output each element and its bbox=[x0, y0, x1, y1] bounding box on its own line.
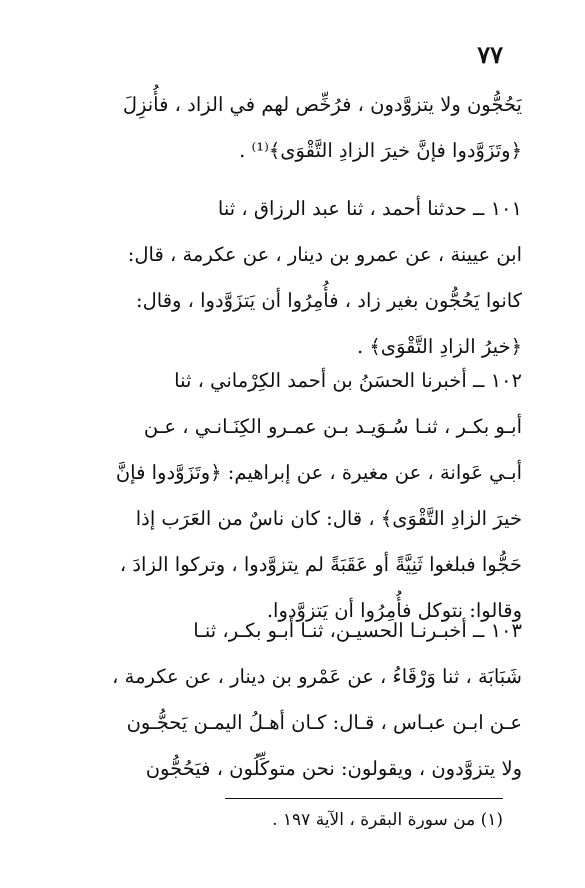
text-line: ابن عيينة ، عن عمرو بن دينار ، عن عكرمة ، قال: bbox=[127, 243, 522, 266]
paragraph-hadith-102 bbox=[82, 358, 522, 634]
text-line: ﴿خيرُ الزادِ التَّقْوَى﴾ . bbox=[356, 335, 522, 358]
text-line: عـن ابـن عبـاس ، قـال: كـان أهـلُ اليمـن يَحجُّـون bbox=[126, 711, 522, 734]
text-line: ﴿وتَزَوَّدوا فإنَّ خيرَ الزادِ التَّقْوَى﴾⁽¹⁾ . bbox=[239, 139, 522, 162]
paragraph-hadith-103 bbox=[82, 608, 522, 792]
paragraph-continuation bbox=[82, 82, 522, 174]
text-line: ولا يتزوَّدون ، ويقولون: نحن متوكِّلُون ، فيَحُجُّون bbox=[145, 757, 522, 780]
text-line: كانوا يَحُجُّون بغير زاد ، فأُمِرُوا أن يَتزَوَّدوا ، وقال: bbox=[136, 289, 522, 312]
text-line: أبـو بكـر ، ثنـا سُـوَيـد بـن عمـرو الكِنَـانـي ، عـن bbox=[143, 415, 522, 438]
text-line: خيرَ الزادِ التَّقْوَى﴾ ، قال: كان ناسٌ من العَرَب إذا bbox=[135, 507, 522, 530]
text-line: ١٠٢ ــ أخبرنا الحسَنُ بن أحمد الكِرْماني ، ثنا bbox=[174, 369, 522, 392]
paragraph-hadith-101 bbox=[82, 186, 522, 370]
footnote-divider bbox=[225, 798, 503, 799]
text-line: وقالوا: نتوكل فأُمِرُوا أن يَتزوَّدوا. bbox=[266, 599, 522, 622]
page-number: ٧٧ bbox=[477, 40, 503, 69]
text-line: ١٠١ ــ حدثنا أحمد ، ثنا عبد الرزاق ، ثنا bbox=[217, 197, 522, 220]
text-line: شَبَابَة ، ثنا وَرْقَاءُ ، عن عَمْرو بن دينار ، عن عكرمة ، bbox=[112, 665, 522, 688]
text-line: أبـي عَوانة ، عن مغيرة ، عن إبراهيم: ﴿وتَزَوَّدوا فإنَّ bbox=[115, 461, 522, 484]
text-line: حَجُّوا فبلغوا ثَنِيَّةً أو عَقَبَةً لم يتزوَّدوا ، وتركوا الزادَ ، bbox=[119, 553, 522, 576]
footnote: (١) من سورة البقرة ، الآية ١٩٧ . bbox=[272, 810, 503, 830]
text-line: يَحُجُّون ولا يتزوَّدون ، فرُخِّص لهم في الزاد ، فأُنزِلَ bbox=[122, 93, 522, 116]
text-line: ١٠٣ ــ أخبـرنـا الحسيـن، ثنـا أبـو بكـر، ثنـا bbox=[193, 619, 522, 642]
